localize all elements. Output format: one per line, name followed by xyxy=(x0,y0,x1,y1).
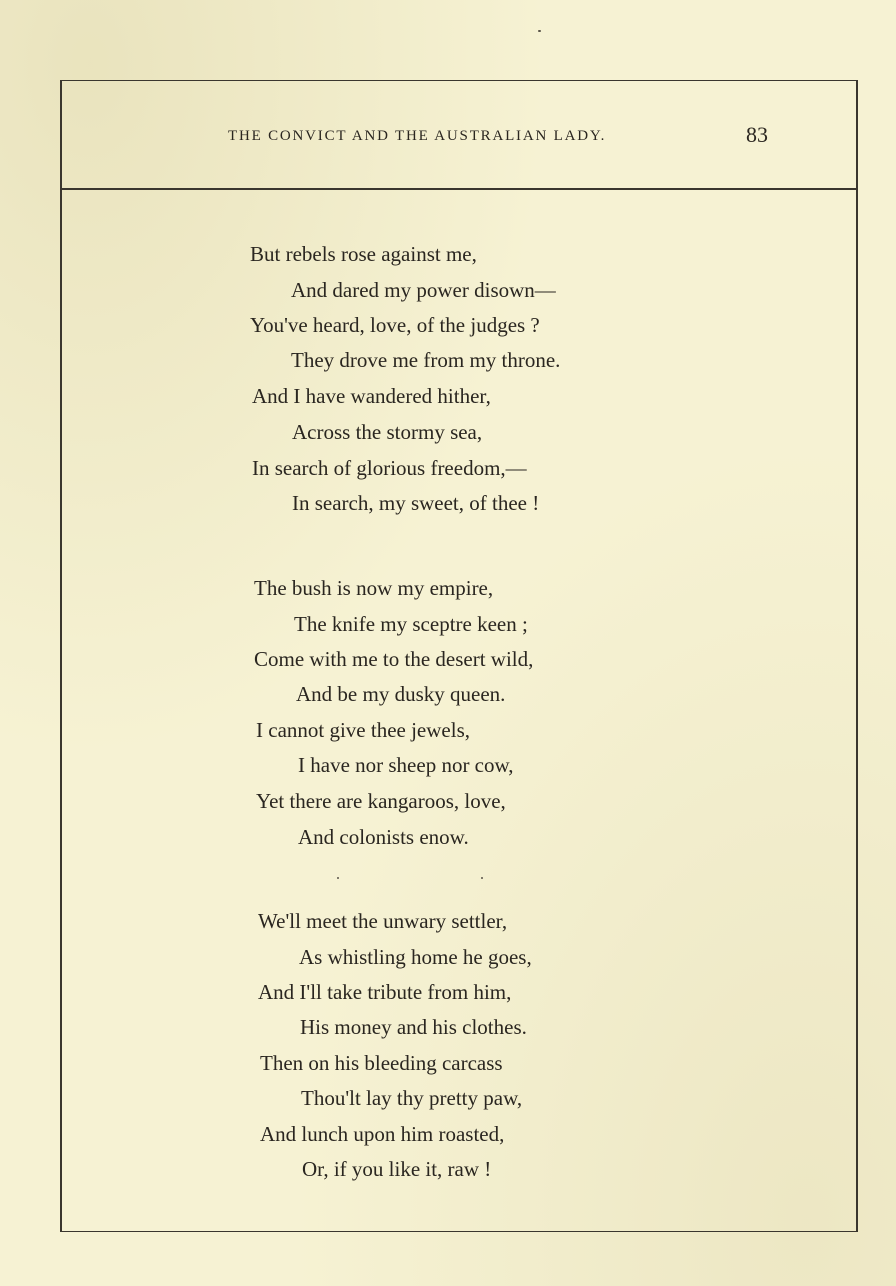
poem-line: I cannot give thee jewels, xyxy=(256,718,470,742)
ink-speck xyxy=(538,30,541,32)
poem-line: Thou'lt lay thy pretty paw, xyxy=(301,1086,523,1110)
poem-line: In search of glorious freedom,— xyxy=(252,456,527,480)
poem-line: You've heard, love, of the judges ? xyxy=(250,313,540,337)
poem-line: And lunch upon him roasted, xyxy=(260,1122,505,1146)
poem-line: His money and his clothes. xyxy=(300,1015,527,1039)
poem-line: And dared my power disown— xyxy=(291,278,556,302)
poem-line: Across the stormy sea, xyxy=(292,420,483,444)
poem-line: As whistling home he goes, xyxy=(299,945,532,969)
poem-line: In search, my sweet, of thee ! xyxy=(292,491,540,515)
poem-line: The bush is now my empire, xyxy=(254,576,494,600)
header-rule xyxy=(60,188,858,190)
ink-speck xyxy=(481,877,483,879)
poem-line: We'll meet the unwary settler, xyxy=(258,909,508,933)
poem-line: And I have wandered hither, xyxy=(252,384,491,408)
running-title: THE CONVICT AND THE AUSTRALIAN LADY. xyxy=(228,128,607,144)
poem-line: Then on his bleeding carcass xyxy=(260,1051,503,1075)
page-number: 83 xyxy=(746,122,768,147)
poem-line: And I'll take tribute from him, xyxy=(258,980,512,1004)
poem-line: And colonists enow. xyxy=(298,825,469,849)
poem-line: Come with me to the desert wild, xyxy=(254,647,534,671)
poem-line: Or, if you like it, raw ! xyxy=(302,1157,492,1181)
poem-line: I have nor sheep nor cow, xyxy=(298,753,514,777)
poem-line: But rebels rose against me, xyxy=(250,242,477,266)
poem-line: The knife my sceptre keen ; xyxy=(294,612,528,636)
poem-line: And be my dusky queen. xyxy=(296,682,506,706)
poem-line: They drove me from my throne. xyxy=(291,348,561,372)
poem-line: Yet there are kangaroos, love, xyxy=(256,789,506,813)
ink-speck xyxy=(337,877,339,879)
